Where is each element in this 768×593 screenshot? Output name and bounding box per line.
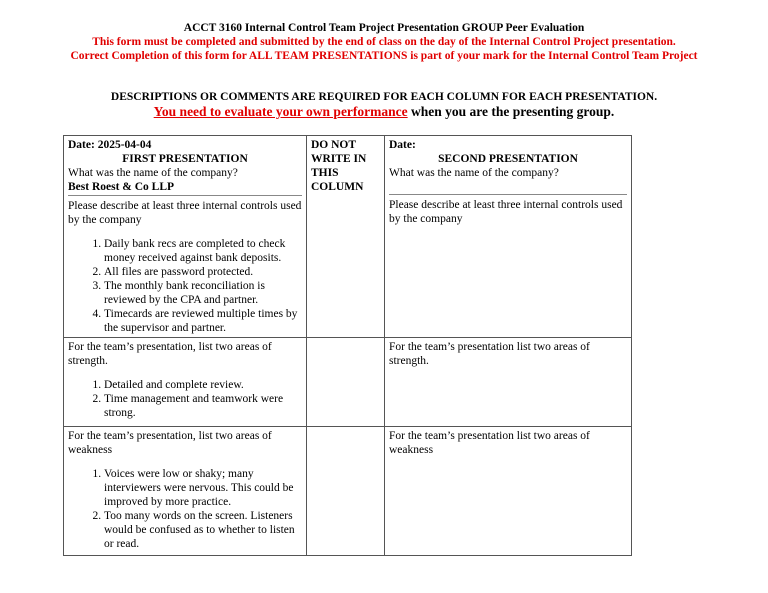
first-controls-list <box>68 237 302 335</box>
completion-notice: Correct Completion of this form for ALL TEAM PRESENTATIONS is part of your mark for the Internal Control Team Project <box>70 50 698 62</box>
list-item: 1. Voices were low or shaky; many interviewers were nervous. This could be improved by more practice. <box>104 467 302 509</box>
first-strengths-list <box>68 378 302 420</box>
first-company-answer: Best Roest & Co LLP <box>68 180 302 196</box>
do-not-write-weakness-cell <box>307 427 385 556</box>
list-item: 2. Too many words on the screen. Listeners would be confused as to whether to listen or read. <box>104 509 302 551</box>
instructions-line-2 <box>0 103 768 121</box>
list-item: 1. Detailed and complete review. <box>104 378 302 392</box>
second-controls-question: Please describe at least three internal controls used by the company <box>389 199 623 225</box>
first-company-question: What was the name of the company? <box>68 167 238 179</box>
first-date: Date: 2025-04-04 <box>68 139 152 151</box>
second-strength-question: For the team’s presentation list two areas of strength. <box>389 341 590 367</box>
second-date: Date: <box>389 139 416 151</box>
do-not-write-heading: DO NOT WRITE IN THIS COLUMN <box>311 139 367 193</box>
form-title: ACCT 3160 Internal Control Team Project Presentation GROUP Peer Evaluation <box>183 22 585 34</box>
evaluation-table <box>63 135 632 556</box>
second-strength-cell[interactable] <box>385 338 632 427</box>
second-company-question: What was the name of the company? <box>389 166 627 195</box>
list-item: 1. Daily bank recs are completed to check money received against bank deposits. <box>104 237 302 265</box>
do-not-write-strength-cell <box>307 338 385 427</box>
first-strength-cell[interactable] <box>64 338 307 427</box>
second-weakness-cell[interactable] <box>385 427 632 556</box>
do-not-write-cell <box>307 136 385 338</box>
list-item: 3. The monthly bank reconciliation is reviewed by the CPA and partner. <box>104 279 302 307</box>
first-strength-question: For the team’s presentation, list two areas of strength. <box>68 341 272 367</box>
list-item: 4. Timecards are reviewed multiple times by the supervisor and partner. <box>104 307 302 335</box>
first-presentation-heading: FIRST PRESENTATION <box>122 153 248 165</box>
first-presentation-info-cell[interactable] <box>64 136 307 338</box>
list-item: 2. All files are password protected. <box>104 265 302 279</box>
first-controls-question: Please describe at least three internal controls used by the company <box>68 200 302 226</box>
first-weakness-cell[interactable] <box>64 427 307 556</box>
instructions-line-1: DESCRIPTIONS OR COMMENTS ARE REQUIRED FOR EACH COLUMN FOR EACH PRESENTATION. <box>110 91 658 103</box>
list-item: 2. Time management and teamwork were strong. <box>104 392 302 420</box>
second-presentation-info-cell[interactable] <box>385 136 632 338</box>
deadline-notice: This form must be completed and submitted by the end of class on the day of the Internal Control Project presentation. <box>92 36 676 48</box>
first-weaknesses-list <box>68 467 302 551</box>
second-presentation-heading: SECOND PRESENTATION <box>438 153 578 165</box>
first-weakness-question: For the team’s presentation, list two areas of weakness <box>68 430 272 456</box>
second-weakness-question: For the team’s presentation list two areas of weakness <box>389 430 590 456</box>
self-evaluation-rest: when you are the presenting group. <box>407 104 615 119</box>
self-evaluation-note: You need to evaluate your own performance <box>153 104 408 119</box>
